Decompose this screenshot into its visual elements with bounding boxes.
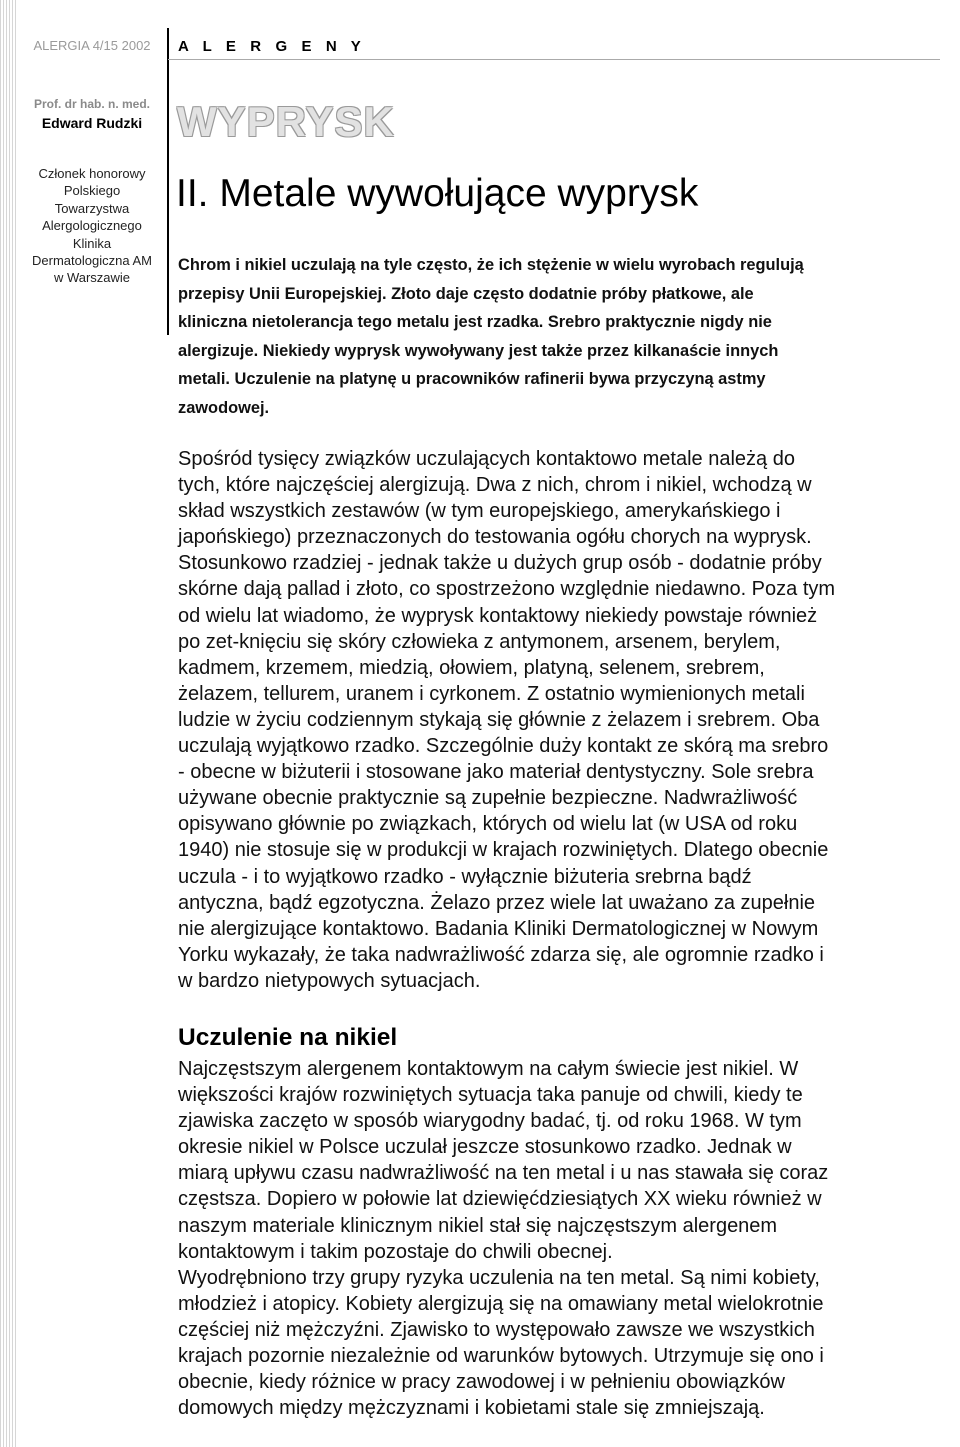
text-line: opisywano głównie po związkach, których od wielu lat (w USA od roku bbox=[178, 813, 798, 836]
text-line: domowych między mężczyznami i kobietami stale się zmniejszają. bbox=[178, 1397, 765, 1420]
text-line: okresie nikiel w Polsce uczulał jeszcze stosunkowo rzadko. Jednak w bbox=[178, 1136, 792, 1159]
journal-issue: ALERGIA 4/15 2002 bbox=[33, 38, 151, 53]
text-line: skład wszystkich zestawów (w tym europejskiego, amerykańskiego i bbox=[178, 500, 781, 523]
text-line: w bardzo nietypowych sytuacjach. bbox=[178, 969, 481, 992]
text-line: Stosunkowo rzadziej - jednak także u dużych grup osób - dodatnie próby bbox=[178, 552, 822, 575]
text-line: Najczęstszym alergenem kontaktowym na całym świecie jest nikiel. W bbox=[178, 1058, 799, 1080]
text-line: po zet-knięciu się skóry człowieka z antymonem, arsenem, berylem, bbox=[178, 630, 781, 653]
text-line: Spośród tysięcy związków uczulających kontaktowo metale należą do bbox=[178, 448, 795, 470]
affiliation-line: w Warszawie bbox=[53, 270, 131, 286]
header-rule bbox=[168, 59, 940, 60]
text-line: miarą upływu czasu nadwrażliwość na ten metal i u nas stawała się coraz bbox=[178, 1162, 829, 1185]
affiliation-line: Towarzystwa bbox=[54, 200, 130, 216]
lead-line: metali. Uczulenie na platynę u pracowników rafinerii bywa przyczyną astmy bbox=[178, 370, 766, 388]
text-line: młodzież i atopicy. Kobiety alergizują się na omawiany metal wielokrotnie bbox=[178, 1292, 824, 1315]
text-line: 1940) nie stosuje się w produkcji w krajach rozwiniętych. Dlatego obecnie bbox=[178, 839, 829, 862]
text-line: uczula - i to wyjątkowo rzadko - wyłącznie biżuteria srebrna bądź bbox=[178, 865, 752, 888]
text-line: antyczna, bądź egzotyczna. Żelazo przez wiele lat uważano za zupełnie bbox=[178, 891, 816, 914]
text-line: obecnie, kiedy różnice w pracy zawodowej i w pełnieniu obowiązków bbox=[178, 1371, 785, 1394]
text-line: od wielu lat wiadomo, że wyprysk kontaktowy niekiedy powstaje również bbox=[178, 604, 818, 627]
series-header: A L E R G E N Y bbox=[178, 38, 366, 55]
lead-line: alergizuje. Niekiedy wyprysk wywoływany jest także przez kilkanaście innych bbox=[178, 341, 779, 360]
column-divider bbox=[167, 28, 169, 335]
affiliation-line: Dermatologiczna AM bbox=[32, 253, 152, 269]
lead-paragraph bbox=[178, 251, 938, 422]
binder-hatch bbox=[0, 0, 18, 1447]
text-line: używane obecnie praktycznie są zupełnie bezpieczne. Nadwrażliwość bbox=[178, 787, 798, 810]
text-line: naszym materiale klinicznym nikiel stał się najczęstszym alergenem bbox=[178, 1214, 778, 1237]
text-line: - obecne w biżuterii i stosowane jako materiał dentystyczny. Sole srebra bbox=[178, 761, 814, 784]
text-line: kadmem, krzemem, miedzią, ołowiem, platyną, selenem, srebrem, bbox=[178, 656, 765, 679]
author-degree: Prof. dr hab. n. med. bbox=[33, 97, 150, 111]
affiliation-line: Klinika bbox=[72, 235, 112, 251]
section-title: II. Metale wywołujące wyprysk bbox=[176, 172, 699, 215]
lead-line: zawodowej. bbox=[178, 398, 270, 417]
lead-line: Chrom i nikiel uczulają na tyle często, że ich stężenie w wielu wyrobach regulują bbox=[178, 256, 804, 274]
author-affiliation bbox=[22, 165, 162, 287]
text-line: skórne dają pallad i złoto, co spostrzeżono względnie niedawno. Poza tym bbox=[178, 578, 836, 601]
affiliation-line: Polskiego bbox=[63, 183, 121, 199]
subheading-nickel: Uczulenie na nikiel bbox=[178, 1024, 398, 1051]
article-title: WYPRYSK bbox=[177, 98, 395, 145]
body-paragraph-nickel bbox=[178, 1056, 940, 1421]
text-line: zjawiska zaczęto w sposób wiarygodny badać, tj. od roku 1968. W tym bbox=[178, 1110, 802, 1133]
text-line: uczulają wyjątkowo rzadko. Szczególnie duży kontakt ze skórą ma srebro bbox=[178, 735, 829, 758]
affiliation-line: Alergologicznego bbox=[42, 218, 142, 234]
author-name: Edward Rudzki bbox=[41, 115, 143, 131]
text-line: Wyodrębniono trzy grupy ryzyka uczulenia na ten metal. Są nimi kobiety, bbox=[178, 1266, 820, 1289]
text-line: częściej niż mężczyźni. Zjawisko to występowało zawsze we wszystkich bbox=[178, 1318, 815, 1341]
text-line: japońskiego) przeznaczonych do testowania ogółu chorych na wyprysk. bbox=[178, 526, 812, 549]
body-paragraph-metals bbox=[178, 446, 940, 994]
text-line: tych, które najczęściej alergizują. Dwa z nich, chrom i nikiel, wchodzą w bbox=[178, 474, 812, 497]
text-line: kontaktowym i takim pozostaje do chwili obecnej. bbox=[178, 1240, 613, 1263]
text-line: ludzie w życiu codziennym stykają się głównie z żelazem i srebrem. Oba bbox=[178, 708, 820, 731]
lead-line: kliniczna nietolerancja tego metalu jest rzadka. Srebro praktycznie nigdy nie bbox=[178, 313, 772, 331]
text-line: krajach pozornie niezależnie od warunków bytowych. Utrzymuje się ono i bbox=[178, 1345, 824, 1368]
text-line: większości krajów rozwiniętych sytuacja taka panuje od chwili, kiedy te bbox=[178, 1084, 803, 1107]
affiliation-line: Członek honorowy bbox=[38, 166, 146, 181]
author-block bbox=[22, 96, 162, 134]
text-line: żelazem, tellurem, uranem i cyrkonem. Z ostatnio wymienionych metali bbox=[178, 682, 805, 705]
text-line: nie alergizujące kontaktowo. Badania Kliniki Dermatologicznej w Nowym bbox=[178, 917, 819, 940]
text-line: częstsza. Dopiero w połowie lat dziewięćdziesiątych XX wieku również w bbox=[178, 1188, 822, 1211]
text-line: Yorku wykazały, że taka nadwrażliwość zdarza się, ale ogromnie rzadko i bbox=[178, 943, 824, 966]
lead-line: przepisy Unii Europejskiej. Złoto daje często dodatnie próby płatkowe, ale bbox=[178, 284, 754, 303]
